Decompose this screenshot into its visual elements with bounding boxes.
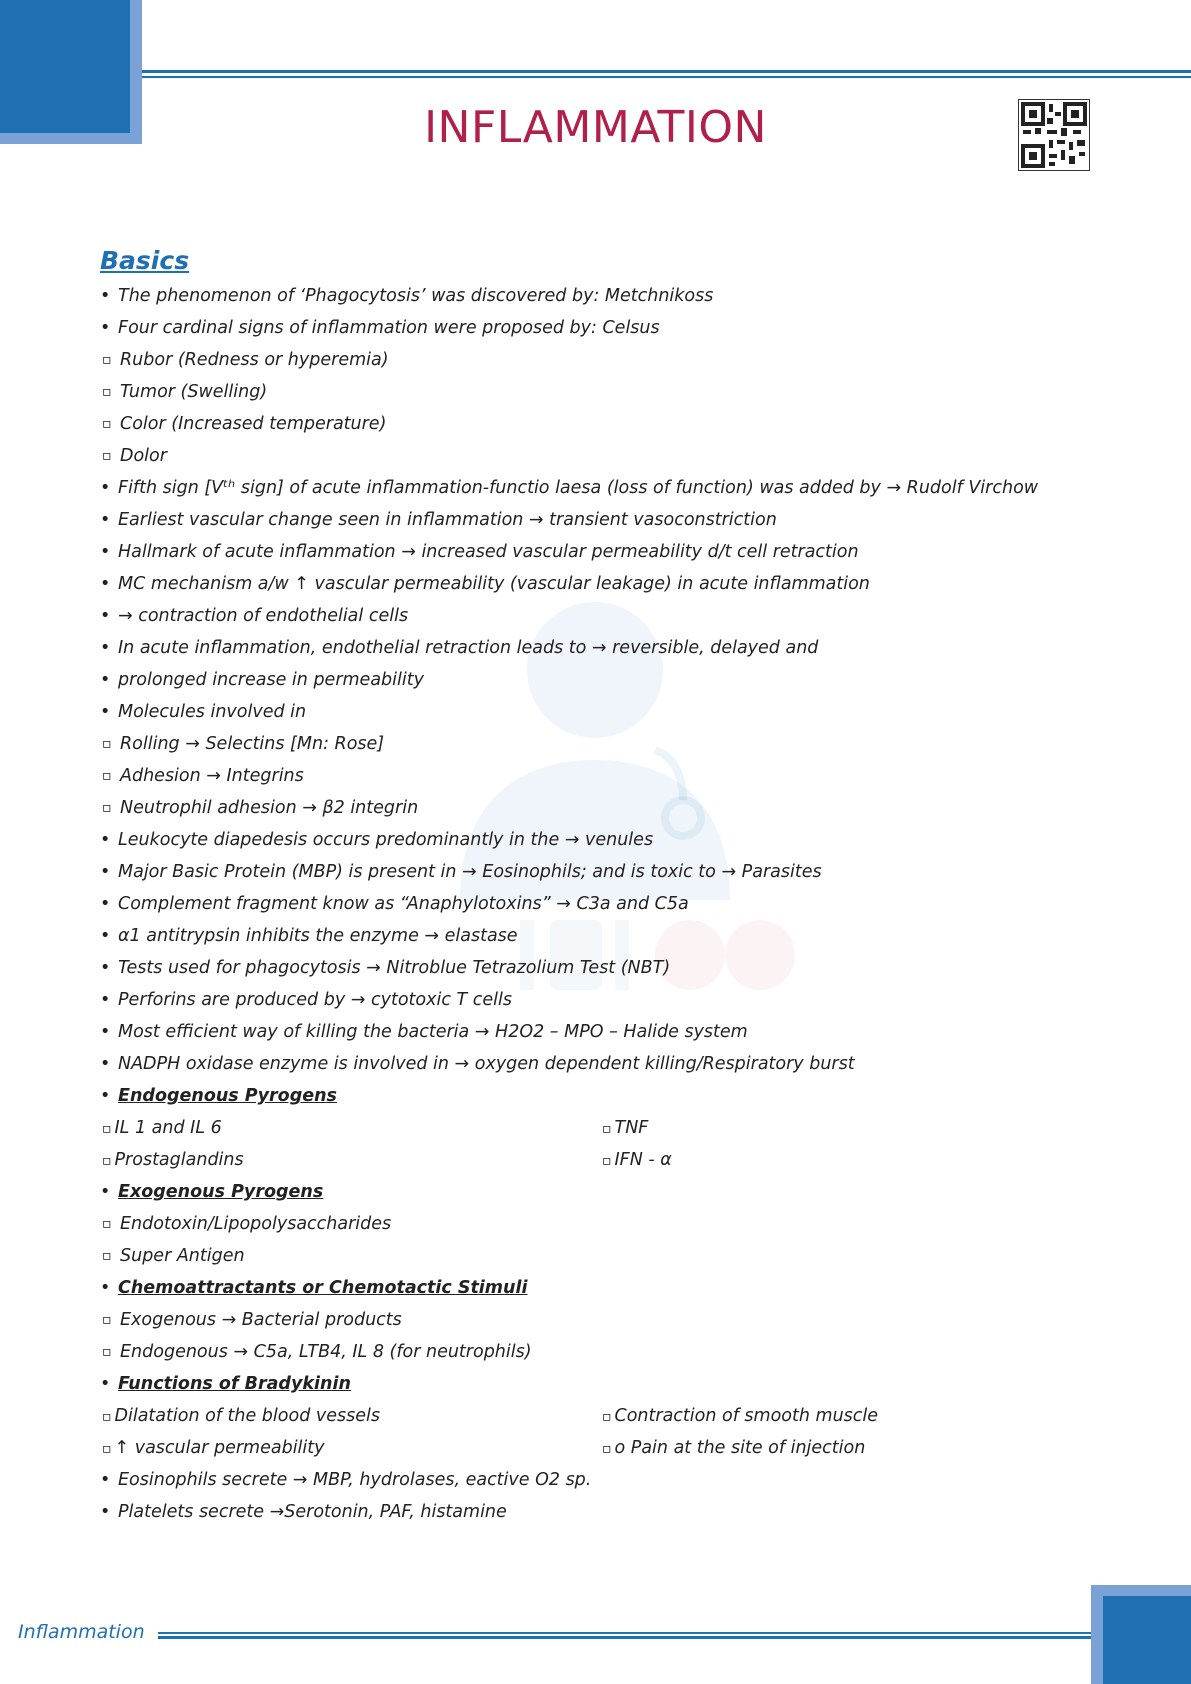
list-item	[100, 888, 1130, 920]
list-item-text: α1 antitrypsin inhibits the enzyme → elastase	[118, 926, 518, 946]
list-item	[100, 664, 1130, 696]
bullet-list	[100, 280, 1130, 1528]
list-item-text: Functions of Bradykinin	[118, 1374, 351, 1394]
list-item-text: Hallmark of acute inflammation → increased vascular permeability d/t cell retraction	[118, 542, 859, 562]
list-item	[100, 1464, 1130, 1496]
list-item-text: The phenomenon of ‘Phagocytosis’ was discovered by: Metchnikoss	[118, 286, 714, 306]
list-item-text: Endotoxin/Lipopolysaccharides	[120, 1214, 392, 1234]
list-item	[100, 312, 1130, 344]
list-item-text: Exogenous Pyrogens	[118, 1182, 324, 1202]
page-title: INFLAMMATION	[424, 102, 767, 153]
list-item-text: Earliest vascular change seen in inflammation → transient vasoconstriction	[118, 510, 777, 530]
list-subitem	[100, 440, 1130, 472]
list-item	[100, 600, 1130, 632]
list-subitem	[100, 1336, 1130, 1368]
list-item	[100, 1496, 1130, 1528]
list-item	[100, 856, 1130, 888]
list-item-text: Four cardinal signs of inflammation were proposed by: Celsus	[118, 318, 660, 338]
list-subitem	[100, 1240, 1130, 1272]
list-item-text: Molecules involved in	[118, 702, 307, 722]
list-item-text: Most efficient way of killing the bacteria → H2O2 – MPO – Halide system	[118, 1022, 748, 1042]
list-item	[100, 536, 1130, 568]
list-item-two-column	[100, 1112, 1130, 1144]
list-subheading	[100, 1368, 1130, 1400]
list-item-text: Rubor (Redness or hyperemia)	[120, 350, 389, 370]
list-item-left: ▫ ↑ vascular permeability	[102, 1432, 325, 1465]
list-item-text: Complement fragment know as “Anaphylotoxins” → C3a and C5a	[118, 894, 689, 914]
list-item-text: Super Antigen	[120, 1246, 245, 1266]
qr-code-icon	[1018, 99, 1090, 171]
list-item-right: ▫ o Pain at the site of injection	[602, 1432, 865, 1465]
list-item	[100, 504, 1130, 536]
list-item	[100, 472, 1130, 504]
list-item-right: ▫ TNF	[602, 1112, 648, 1145]
list-item-text: Rolling → Selectins [Mn: Rose]	[120, 734, 385, 754]
list-item-text: Dolor	[120, 446, 167, 466]
list-item-text: MC mechanism a/w ↑ vascular permeability (vascular leakage) in acute inflammation	[118, 574, 870, 594]
list-item	[100, 920, 1130, 952]
list-item	[100, 1048, 1130, 1080]
list-item-text: Major Basic Protein (MBP) is present in → Eosinophils; and is toxic to → Parasites	[118, 862, 822, 882]
list-item-text: Fifth sign [Vᵗʰ sign] of acute inflammation-functio laesa (loss of function) was added by → Rudolf Virchow	[118, 478, 1039, 498]
list-item-text: Eosinophils secrete → MBP, hydrolases, eactive O2 sp.	[118, 1470, 592, 1490]
list-subitem	[100, 344, 1130, 376]
list-subitem	[100, 728, 1130, 760]
list-item-right: ▫ IFN - α	[602, 1144, 672, 1177]
list-item-left: ▫ Dilatation of the blood vessels	[102, 1400, 380, 1433]
list-item-two-column	[100, 1432, 1130, 1464]
main-content	[100, 245, 1130, 1528]
list-item-text: prolonged increase in permeability	[118, 670, 424, 690]
section-heading-basics: Basics	[100, 246, 190, 275]
list-subitem	[100, 408, 1130, 440]
list-item-text: Tumor (Swelling)	[120, 382, 268, 402]
list-subitem	[100, 376, 1130, 408]
list-item-text: Adhesion → Integrins	[120, 766, 304, 786]
corner-decoration-front-bottom	[1103, 1596, 1191, 1684]
list-item-text: Chemoattractants or Chemotactic Stimuli	[118, 1278, 528, 1298]
list-subheading	[100, 1272, 1130, 1304]
list-item-text: Endogenous → C5a, LTB4, IL 8 (for neutrophils)	[120, 1342, 532, 1362]
footer-rule	[158, 1632, 1091, 1639]
list-subitem	[100, 760, 1130, 792]
list-subitem	[100, 792, 1130, 824]
list-subitem	[100, 1304, 1130, 1336]
footer-label: Inflammation	[18, 1621, 145, 1643]
list-item-text: Endogenous Pyrogens	[118, 1086, 337, 1106]
list-item-text: Exogenous → Bacterial products	[120, 1310, 402, 1330]
list-item-text: Leukocyte diapedesis occurs predominantly in the → venules	[118, 830, 654, 850]
list-item	[100, 280, 1130, 312]
list-item	[100, 696, 1130, 728]
list-item-text: → contraction of endothelial cells	[118, 606, 409, 626]
list-item-right: ▫ Contraction of smooth muscle	[602, 1400, 878, 1433]
list-subitem	[100, 1208, 1130, 1240]
list-item	[100, 952, 1130, 984]
list-item-left: ▫ Prostaglandins	[102, 1144, 244, 1177]
list-item	[100, 984, 1130, 1016]
list-subheading	[100, 1080, 1130, 1112]
list-item	[100, 632, 1130, 664]
list-item-two-column	[100, 1400, 1130, 1432]
list-item-left: ▫ IL 1 and IL 6	[102, 1112, 222, 1145]
list-item-text: Platelets secrete →Serotonin, PAF, histamine	[118, 1502, 507, 1522]
list-item	[100, 1016, 1130, 1048]
list-item-two-column	[100, 1144, 1130, 1176]
list-item	[100, 568, 1130, 600]
list-item-text: Neutrophil adhesion → β2 integrin	[120, 798, 419, 818]
header-rule	[142, 70, 1191, 78]
list-item	[100, 824, 1130, 856]
list-subheading	[100, 1176, 1130, 1208]
list-item-text: Color (Increased temperature)	[120, 414, 387, 434]
list-item-text: In acute inflammation, endothelial retraction leads to → reversible, delayed and	[118, 638, 819, 658]
list-item-text: NADPH oxidase enzyme is involved in → oxygen dependent killing/Respiratory burst	[118, 1054, 855, 1074]
list-item-text: Perforins are produced by → cytotoxic T cells	[118, 990, 512, 1010]
list-item-text: Tests used for phagocytosis → Nitroblue Tetrazolium Test (NBT)	[118, 958, 671, 978]
